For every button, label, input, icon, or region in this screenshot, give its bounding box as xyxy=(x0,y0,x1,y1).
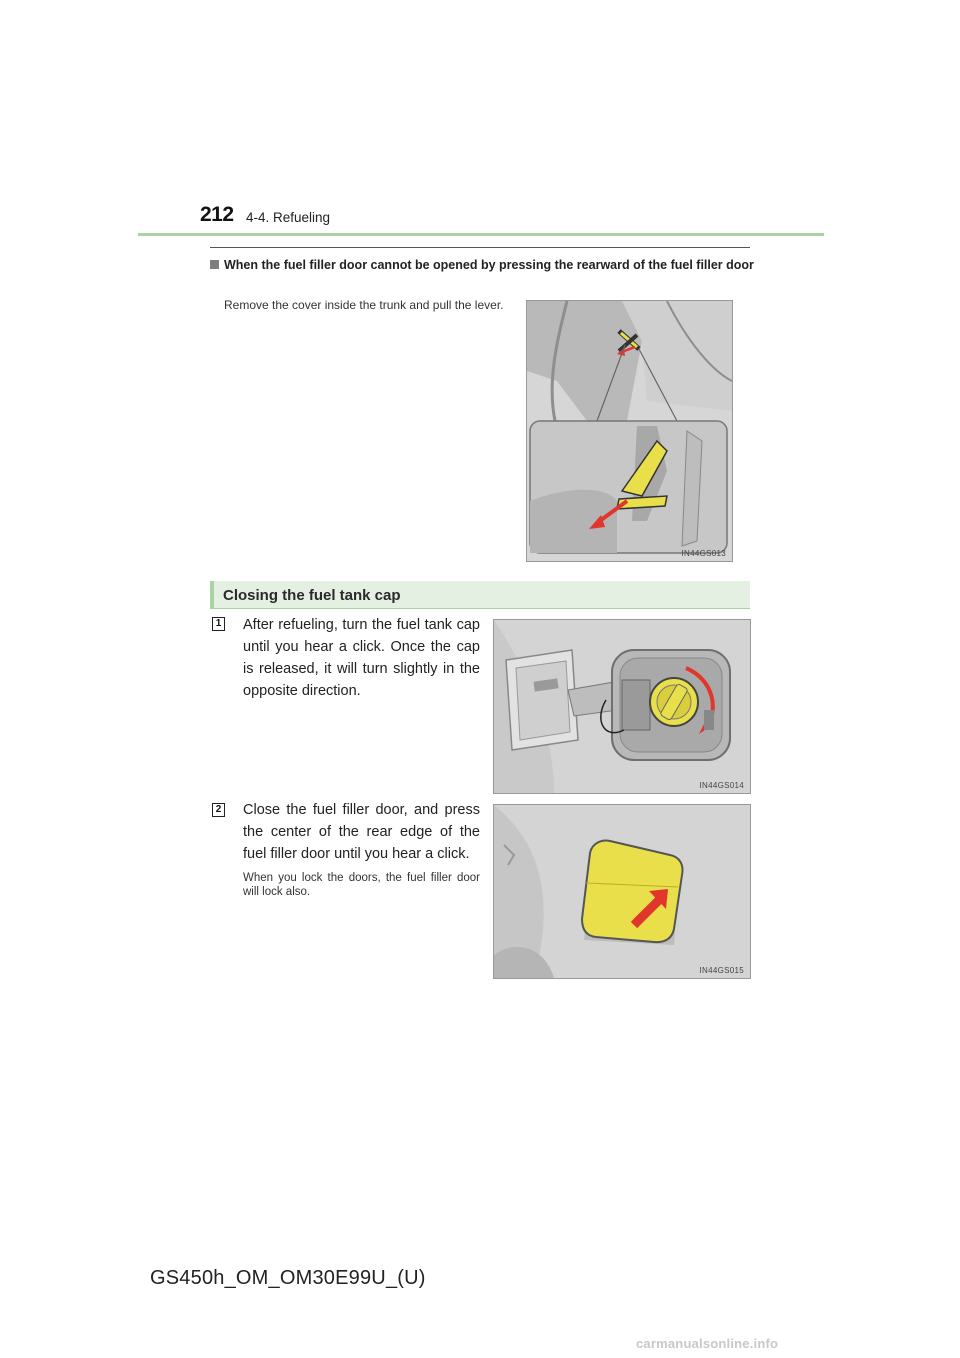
step-2-text: Close the fuel filler door, and press the center of the rear edge of the fuel filler door until you hear a click. xyxy=(243,802,480,862)
figure-code: IN44GS014 xyxy=(699,781,744,790)
figure-code: IN44GS013 xyxy=(681,549,726,558)
watermark: carmanualsonline.info xyxy=(636,1336,779,1351)
note-heading xyxy=(210,258,755,273)
trunk-lever-illustration xyxy=(526,300,733,562)
section-label: 4-4. Refueling xyxy=(246,210,331,225)
trunk-lever-drawing xyxy=(527,301,732,561)
figure-code: IN44GS015 xyxy=(699,966,744,975)
header-rule xyxy=(138,233,824,236)
section-heading xyxy=(210,581,750,609)
step-number-badge: 2 xyxy=(212,803,225,817)
footer-model-code: GS450h_OM_OM30E99U_(U) xyxy=(150,1267,426,1289)
fuel-door-drawing xyxy=(494,805,750,978)
fuel-door-illustration xyxy=(493,804,751,979)
note-heading-text: When the fuel filler door cannot be opened by pressing the rearward of the fuel filler door xyxy=(224,258,754,272)
section-title: Closing the fuel tank cap xyxy=(223,587,401,604)
step-1-text: After refueling, turn the fuel tank cap until you hear a click. Once the cap is released, it will turn slightly in the opposite direction. xyxy=(243,617,480,699)
note-body: Remove the cover inside the trunk and pull the lever. xyxy=(224,298,504,312)
square-bullet-icon xyxy=(210,260,219,269)
step-2-note: When you lock the doors, the fuel filler door will lock also. xyxy=(243,872,480,898)
step-number-badge: 1 xyxy=(212,617,225,631)
fuel-cap-drawing xyxy=(494,620,750,793)
page-number: 212 xyxy=(200,203,234,226)
fuel-cap-illustration xyxy=(493,619,751,794)
note-divider xyxy=(210,247,750,248)
